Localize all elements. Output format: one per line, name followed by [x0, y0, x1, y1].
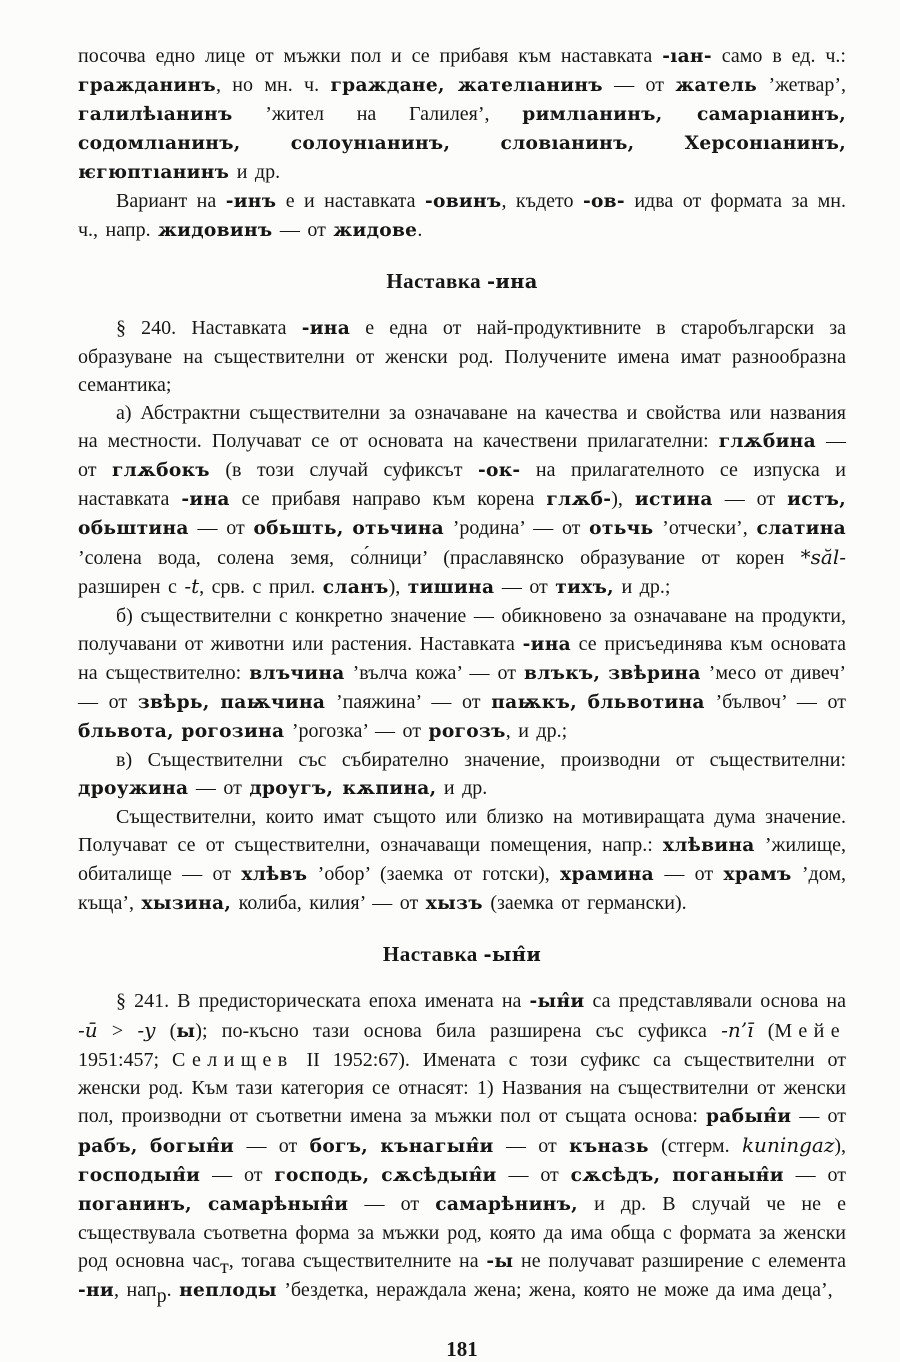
old-slavonic-term: -ина: [181, 489, 230, 510]
text-run: б) съществителни с конкретно значение — обикновено за означаване на продукти, получавани от животни или растения. Наставката: [78, 605, 846, 655]
old-slavonic-term: -ок-: [477, 460, 521, 481]
old-slavonic-term: -ни: [78, 1280, 115, 1301]
page-number: 181: [446, 1337, 478, 1361]
old-slavonic-term: паѭкъ,: [491, 692, 577, 713]
old-slavonic-term: сланъ: [322, 577, 389, 598]
text-run: ),: [611, 488, 635, 510]
old-slavonic-term: звѣрина: [608, 663, 701, 684]
text-run: , където: [501, 190, 583, 212]
text-run: ),: [834, 1135, 847, 1157]
old-slavonic-term: -ина: [301, 318, 351, 339]
text-run: ’бълвоч’ — от: [704, 691, 846, 713]
text-run: — от: [791, 1105, 846, 1127]
old-slavonic-term: -ов-: [582, 191, 625, 212]
text-run: ’рогозка’ — от: [284, 720, 429, 742]
text-run: — от: [712, 488, 788, 510]
text-run: — от: [188, 517, 254, 539]
old-slavonic-term: жидовинъ: [158, 220, 273, 241]
paragraph-240-a: [78, 399, 846, 602]
old-slavonic-term: -инъ: [225, 191, 277, 212]
text-run: Съществителни, които имат същото или близко на мотивиращата дума значение. Получават се от съществителни, означаващи помещения, напр.:: [78, 806, 846, 856]
text-run: — от: [348, 1193, 436, 1215]
text-run: и др. В случай че не е съществувала съответна форма за мъжки род, която да има обща с формата за женски род основна час: [78, 1193, 846, 1272]
text-run: — от: [602, 74, 676, 96]
text-run: § 241. В предисторическата епоха имената на: [116, 990, 530, 1012]
text-run: ’родина’ — от: [444, 517, 590, 539]
heading-nastavka-ina: [78, 269, 846, 294]
old-slavonic-term: граждане, жателıанинъ: [330, 75, 603, 96]
text-run: а) Абстрактни съществителни за означаване на качества и свойства или названия на местности. Получават се от основата на качествени прилагателни:: [78, 402, 846, 452]
text-run: идва от формата за мн. ч., напр.: [78, 190, 847, 241]
text-run: [577, 691, 588, 713]
text-run: ’вълча кожа’ — от: [344, 662, 524, 684]
text-run: [660, 1164, 672, 1186]
old-slavonic-term: обьшть,: [253, 518, 344, 539]
text-run: ’отчески’,: [653, 517, 757, 539]
old-slavonic-term: господь,: [274, 1165, 370, 1186]
text-run: (: [753, 1020, 775, 1042]
text-run: в) Съществителни със събирателно значение, производни от съществителни:: [116, 749, 846, 771]
paragraph-241: [78, 987, 846, 1305]
text-run: , срв. с прил.: [199, 576, 323, 598]
text-run: — от: [493, 1135, 570, 1157]
latin-italic-term: *săl-: [800, 545, 846, 569]
old-slavonic-term: храмина: [560, 864, 654, 885]
old-slavonic-term: дроужина: [78, 778, 189, 799]
paragraph-240-v: [78, 746, 846, 803]
old-slavonic-term: -ын̂и: [483, 943, 542, 966]
old-slavonic-term: рабъ,: [78, 1136, 138, 1157]
old-slavonic-term: обьштина: [78, 518, 189, 539]
heading-nastavka-yni: [78, 942, 846, 967]
old-slavonic-term: неплоды: [179, 1280, 277, 1301]
old-slavonic-term: глѫбина: [718, 431, 816, 452]
text-run: [368, 1135, 380, 1157]
paragraph-240: [78, 314, 846, 399]
old-slavonic-term: хызъ: [425, 893, 483, 914]
paragraph-240-dwellings: [78, 803, 846, 918]
text-run: са представлявали основа на: [584, 990, 846, 1012]
text-run: не получават разширение с елемента: [513, 1250, 846, 1272]
text-run: (заемка от германски).: [482, 892, 687, 914]
old-slavonic-term: хлѣвъ: [241, 864, 308, 885]
text-run: — от: [494, 576, 556, 598]
old-slavonic-term: римлıанинъ, самарıанинъ, содомлıанинъ, солоунıанинъ, словıанинъ, Херсонıанинъ, ѥгюптıанинъ: [78, 104, 846, 183]
page-content: [78, 42, 846, 1305]
text-run: колиба, килия’ — от: [231, 892, 426, 914]
text-run: § 240. Наставката: [116, 317, 302, 339]
text-run: — от: [200, 1164, 275, 1186]
latin-italic-term: -y: [137, 1018, 156, 1042]
old-slavonic-term: отьчина: [352, 518, 445, 539]
text-run: >: [97, 1020, 138, 1042]
text-run: .: [166, 1279, 180, 1301]
old-slavonic-term: кънагын̂и: [380, 1136, 494, 1157]
old-slavonic-term: самарѣнинъ,: [435, 1194, 578, 1215]
text-run: Вариант на: [116, 190, 226, 212]
old-slavonic-term: бльвотина: [587, 692, 705, 713]
text-run: ’месо от дивеч’ — от: [78, 662, 847, 713]
text-run: ’солена вода, солена земя, со́лници’ (праславянско образувание от корен: [78, 547, 801, 569]
text-run: се прибавя направо към корена: [229, 488, 547, 510]
text-run: , но мн. ч.: [215, 74, 331, 96]
old-slavonic-term: истина: [634, 489, 713, 510]
text-run: , нап: [114, 1279, 157, 1301]
text-run: [138, 1135, 150, 1157]
text-run: посочва едно лице от мъжки пол и се прибавя към наставката: [78, 45, 663, 67]
text-run: ’паяжина’ — от: [325, 691, 492, 713]
text-run: ),: [388, 576, 408, 598]
text-run: и др.;: [613, 576, 671, 598]
text-run: Наставка: [386, 269, 487, 293]
old-slavonic-term: галилѣıанинъ: [78, 104, 233, 125]
text-run: е и наставката: [276, 190, 425, 212]
old-slavonic-term: поганын̂и: [672, 1165, 784, 1186]
old-slavonic-term: поганинъ,: [78, 1194, 192, 1215]
old-slavonic-term: сѫсѣдъ,: [570, 1165, 661, 1186]
paragraph-variant: [78, 187, 846, 245]
old-slavonic-term: рогозъ: [428, 721, 506, 742]
text-run: — от: [78, 430, 846, 481]
old-slavonic-term: храмъ: [723, 864, 792, 885]
old-slavonic-term: звѣрь,: [137, 692, 210, 713]
author-name: Мейе: [774, 1020, 846, 1042]
text-run: — от: [234, 1135, 310, 1157]
text-run: разширен с: [78, 576, 185, 598]
old-slavonic-term: богъ,: [309, 1136, 369, 1157]
old-slavonic-term: -ын̂и: [529, 991, 585, 1012]
text-run: на прилагателното се изпуска и наставката: [78, 459, 846, 510]
latin-italic-term: -t: [184, 574, 200, 598]
old-slavonic-term: паѭчина: [220, 692, 326, 713]
text-run: и др.: [436, 777, 488, 799]
old-slavonic-term: -овинъ: [424, 191, 502, 212]
old-slavonic-term: хызина,: [141, 893, 232, 914]
text-run: само в ед. ч.:: [711, 45, 846, 67]
old-slavonic-term: глѫб-: [546, 489, 612, 510]
lowered-letter: т: [220, 1256, 229, 1278]
old-slavonic-term: -ина: [522, 634, 571, 655]
old-slavonic-term: рогозина: [181, 721, 285, 742]
text-run: ’дом, къща’,: [78, 863, 846, 914]
old-slavonic-term: самарѣнын̂и: [208, 1194, 349, 1215]
text-run: — от: [653, 863, 724, 885]
text-run: .: [417, 219, 423, 241]
old-slavonic-term: тихъ,: [555, 577, 614, 598]
text-run: — от: [496, 1164, 571, 1186]
text-run: (: [155, 1020, 177, 1042]
text-run: ’жетвар’,: [757, 74, 846, 96]
old-slavonic-term: жатель: [675, 75, 758, 96]
text-run: — от: [783, 1164, 847, 1186]
lowered-letter: р: [156, 1285, 167, 1307]
text-run: (в този случай суфиксът: [209, 459, 478, 481]
old-slavonic-term: глѫбокъ: [111, 460, 210, 481]
text-run: , и др.;: [505, 720, 568, 742]
old-slavonic-term: влъчина: [249, 663, 345, 684]
old-slavonic-term: -ıан-: [662, 46, 712, 67]
latin-italic-term: kuningaz: [741, 1133, 835, 1157]
text-run: [192, 1193, 208, 1215]
text-run: Наставка: [382, 942, 484, 966]
text-run: е една от най-продуктивните в старобългарски за образуване на съществителни от женски род. Получените имена имат разнообразна семантика;: [78, 317, 846, 396]
old-slavonic-term: -ина: [486, 270, 538, 293]
old-slavonic-term: отьчь: [589, 518, 654, 539]
text-run: — от: [188, 777, 250, 799]
old-slavonic-term: хлѣвина: [662, 835, 755, 856]
latin-italic-term: -n’ī: [721, 1018, 754, 1042]
old-slavonic-term: бльвота,: [78, 721, 174, 742]
old-slavonic-term: къназь: [569, 1136, 649, 1157]
old-slavonic-term: жидове: [333, 220, 418, 241]
text-run: (стгерм.: [648, 1135, 742, 1157]
text-run: се присъединява към основата на съществително:: [78, 633, 846, 684]
text-run: ’жител на Галилея’,: [232, 103, 523, 125]
old-slavonic-term: рабын̂и: [706, 1106, 792, 1127]
text-run: [210, 691, 221, 713]
old-slavonic-term: слатина: [756, 518, 847, 539]
old-slavonic-term: господын̂и: [78, 1165, 201, 1186]
old-slavonic-term: -ы: [486, 1251, 514, 1272]
old-slavonic-term: истъ,: [787, 489, 846, 510]
old-slavonic-term: тишина: [407, 577, 495, 598]
text-run: 1951:457;: [78, 1049, 172, 1071]
text-run: II 1952:67). Имената с този суфикс са съществителни от женски род. Към тази категория се отнасят: 1) Названия на съществителни от женски пол, производни от съответни имена за мъжки пол от същата основа:: [78, 1049, 846, 1127]
text-run: ); по-късно тази основа била разширена със суфикса: [195, 1020, 722, 1042]
text-run: и др.: [229, 161, 281, 183]
latin-italic-term: -ū: [78, 1018, 98, 1042]
paragraph-240-b: [78, 602, 846, 746]
old-slavonic-term: ы: [176, 1021, 196, 1042]
old-slavonic-term: богын̂и: [150, 1136, 235, 1157]
text-run: , тогава съществителните на: [228, 1250, 487, 1272]
text-run: ’обор’ (заемка от готски),: [307, 863, 561, 885]
text-run: — от: [272, 219, 334, 241]
old-slavonic-term: сѫсѣдын̂и: [381, 1165, 497, 1186]
old-slavonic-term: влъкъ,: [524, 663, 601, 684]
text-run: ’жилище, обиталище — от: [78, 834, 846, 885]
paragraph-runover: [78, 42, 846, 187]
old-slavonic-term: дроугъ, кѫпина,: [249, 778, 437, 799]
text-run: [369, 1164, 381, 1186]
old-slavonic-term: гражданинъ: [78, 75, 216, 96]
author-name: Селищев: [171, 1049, 294, 1071]
text-run: ’бездетка, нераждала жена; жена, която не може да има деца’,: [276, 1279, 833, 1301]
